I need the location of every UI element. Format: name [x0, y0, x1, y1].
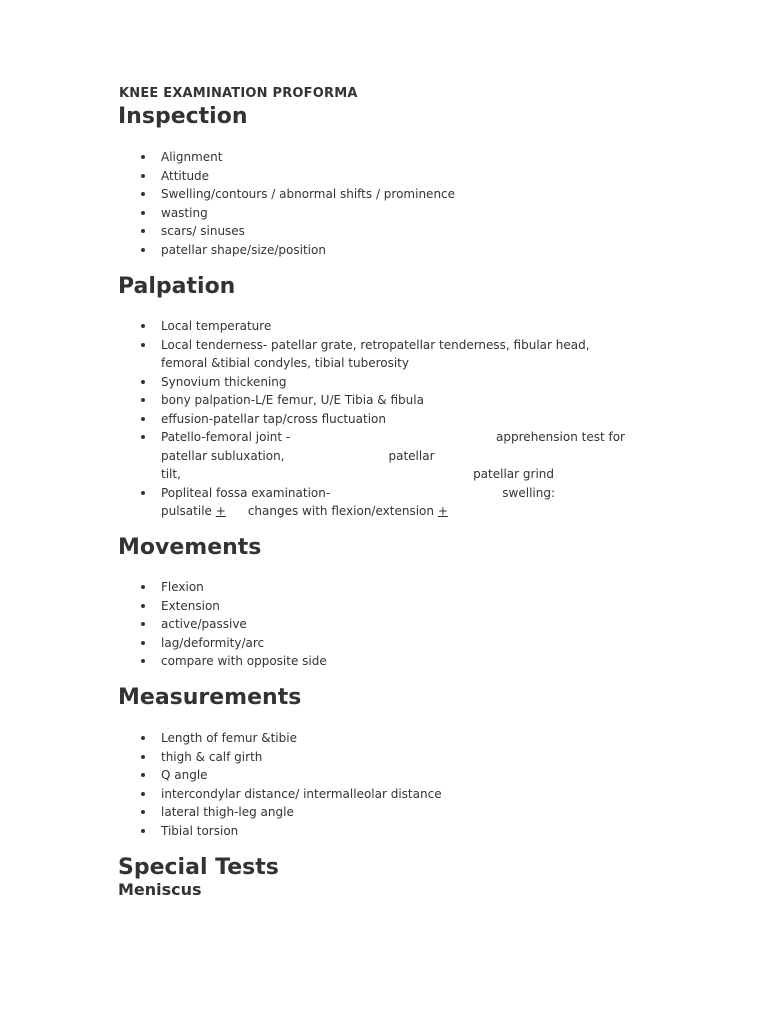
list-item: Tibial torsion: [118, 822, 658, 841]
list-item: lag/deformity/arc: [118, 634, 658, 653]
list-item: lateral thigh-leg angle: [118, 803, 658, 822]
measurements-list: [118, 729, 658, 840]
patellofemoral-apprehension: apprehension test for: [496, 430, 625, 444]
list-item: Attitude: [118, 167, 658, 186]
list-item: effusion-patellar tap/cross fluctuation: [118, 410, 658, 429]
list-item: Q angle: [118, 766, 658, 785]
section-heading-movements: Movements: [118, 535, 262, 560]
document-title: KNEE EXAMINATION PROFORMA: [119, 86, 358, 101]
patellofemoral-tilt: tilt,: [161, 467, 181, 481]
popliteal-lead: Popliteal fossa examination-: [161, 485, 331, 500]
list-item: scars/ sinuses: [118, 222, 658, 241]
popliteal-pulsatile: pulsatile: [161, 504, 212, 518]
list-item: intercondylar distance/ intermalleolar distance: [118, 785, 658, 804]
list-item: Synovium thickening: [118, 373, 658, 392]
patellofemoral-lead: Patello-femoral joint -: [161, 430, 291, 444]
section-heading-palpation: Palpation: [118, 274, 236, 299]
list-item: Local tenderness- patellar grate, retropatellar tenderness, fibular head, femoral &tibial condyles, tibial tuberosity: [118, 336, 636, 373]
list-item: Swelling/contours / abnormal shifts / prominence: [118, 185, 658, 204]
list-item: Local temperature: [118, 317, 658, 336]
list-item: compare with opposite side: [118, 652, 658, 671]
list-item: wasting: [118, 204, 658, 223]
list-item-patellofemoral: [118, 428, 658, 484]
list-item: Length of femur &tibie: [118, 729, 658, 748]
patellofemoral-patellar: patellar: [388, 448, 435, 463]
list-item-popliteal: [118, 484, 658, 521]
list-item: Alignment: [118, 148, 658, 167]
plus-minus-sign: +: [215, 504, 226, 518]
patellofemoral-subluxation: patellar subluxation,: [161, 448, 285, 463]
list-item: thigh & calf girth: [118, 748, 658, 767]
list-item: Flexion: [118, 578, 658, 597]
plus-minus-sign: +: [437, 504, 448, 518]
patellofemoral-grind: patellar grind: [473, 467, 554, 481]
list-item: Extension: [118, 597, 658, 616]
inspection-list: [118, 148, 658, 259]
subsection-heading-meniscus: Meniscus: [118, 880, 202, 899]
section-heading-inspection: Inspection: [118, 104, 248, 129]
list-item: active/passive: [118, 615, 658, 634]
movements-list: [118, 578, 658, 671]
list-item: patellar shape/size/position: [118, 241, 658, 260]
list-item: bony palpation-L/E femur, U/E Tibia & fibula: [118, 391, 658, 410]
section-heading-special-tests: Special Tests: [118, 855, 279, 880]
section-heading-measurements: Measurements: [118, 685, 302, 710]
popliteal-changes: changes with flexion/extension: [247, 504, 434, 518]
popliteal-swelling: swelling:: [502, 485, 555, 500]
palpation-list: [118, 317, 658, 521]
